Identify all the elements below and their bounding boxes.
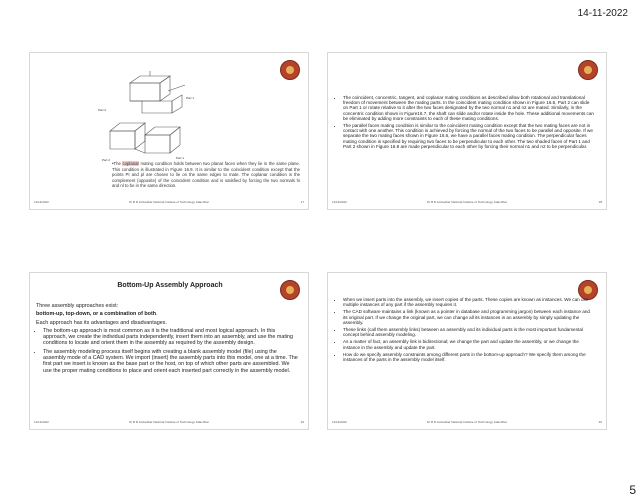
slide-20 [327, 272, 607, 430]
approaches-suffix: . [156, 311, 158, 318]
footer-slide-number: 18 [598, 200, 602, 204]
institute-seal-logo [280, 60, 300, 80]
slide-title: Bottom-Up Assembly Approach [117, 282, 223, 289]
footer-date: 11/14/2022 [332, 200, 347, 204]
footer-date: 11/14/2022 [34, 420, 49, 424]
approaches-line [36, 311, 298, 317]
mating-conditions-text [336, 95, 594, 151]
slide-19 [29, 272, 309, 430]
list-item: • The coincident, concentric, tangent, and coplanar mating conditions as described allow both rotational and translational freedom of movement between the mating parts. In the coincident mating condition shown in Figure 16.6, Part 2 can slide on Part 1 or rotate relative to it after the two faces designated by the two normal n1 and n2 are mated. Similarly, in the concentric condition shown in Figure16.7, the shaft can slide and/or rotate inside the hole. These additional movements can be eliminated by adding more constraints to each of these mating conditions. [343, 95, 594, 121]
instances-text [336, 297, 594, 364]
page-number: 5 [629, 483, 636, 497]
footer-slide-number: 17 [300, 200, 304, 204]
footer-date: 11/14/2022 [34, 200, 49, 204]
caption-prefix: •The [112, 161, 123, 166]
institute-seal-logo [578, 60, 598, 80]
list-item: • These links (call them assembly links) between an assembly and its individual parts is the most important fundamental concept behind assembly modeling. [343, 327, 594, 337]
coplanar-caption [112, 161, 300, 189]
intro-text: Three assembly approaches exist: [36, 303, 119, 309]
approaches-bold: bottom-up, top-down, or a combination of both [36, 311, 157, 318]
svg-text:Part 1: Part 1 [176, 156, 185, 160]
list-item: • The CAD software maintains a link (known as a pointer in database and programming jargon) between each instance and its original part. If we change the original part, we can change all its instances in an assembly by simply updating the assembly. [343, 309, 594, 325]
list-item: • When we insert parts into the assembly, we insert copies of the parts. These copies are known as instances. We can use multiple instances of any part if the assembly requires it. [343, 297, 594, 307]
footer-institute: Dr B R Ambedkar National Institute of Technology Jalandhar [427, 200, 507, 204]
document-date: 14-11-2022 [577, 8, 628, 19]
slide-18 [327, 52, 607, 210]
slide-body [36, 303, 298, 376]
advantages-line: Each approach has its advantages and disadvantages. [36, 319, 167, 326]
slide-footer [332, 200, 602, 206]
footer-slide-number: 19 [300, 420, 304, 424]
svg-text:Part 2: Part 2 [98, 108, 107, 112]
caption-text: mating condition holds between two planar faces when they lie in the same plane. This condition is illustrated in Figure 16.9. It is similar to the coincident condition except that the points PI and pl are chosen to lie on the same edges to mate. The coplanar condition is the complement (opposite) of the coincident condition and is satisfied by forcing the two normals hi and nl to be in the same direction. [112, 161, 300, 189]
slide-17 [29, 52, 309, 210]
svg-text:Part 2: Part 2 [102, 158, 111, 162]
list-item: • The bottom-up approach is most common as it is the traditional and most logical approach. In this approach, we create the individual parts independently, insert them into an assembly, and use the mating conditions to locate and orient them in the assembly as required by the assembly design. [43, 328, 298, 347]
svg-text:Part 1: Part 1 [186, 96, 195, 100]
coplanar-figure [90, 71, 215, 171]
footer-slide-number: 20 [598, 420, 602, 424]
footer-institute: Dr B R Ambedkar National Institute of Technology Jalandhar [427, 420, 507, 424]
slide-footer [34, 200, 304, 206]
footer-date: 11/14/2022 [332, 420, 347, 424]
list-item: • The parallel faces mating condition is similar to the coincident mating condition except that the two mating faces are not in contact with one another. This condition is achieved by forcing the normal of the two faces to be parallel and opposite. If we separate the two mating faces shown in Figure 16.6, we have a parallel faces mating condition. The perpendicular faces mating condition is specified by requiring two faces to be perpendicular to each other. The two shaded faces of Part 1 and Part 2 shown in Figure 16.8 are made perpendicular to each other by forcing their normal n1 and n2 to be perpendicular. [343, 123, 594, 149]
footer-institute: Dr B R Ambedkar National Institute of Technology Jalandhar [129, 420, 209, 424]
list-item: • How do we specify assembly constraints among different parts in the bottom-up approach? We specify them among the instances of the parts in the assembly model itself. [343, 352, 594, 362]
slide-footer [332, 420, 602, 426]
caption-highlight: coplanar [122, 161, 139, 166]
list-item: • The assembly modeling process itself begins with creating a blank assembly model (file) using the assembly mode of a CAD system. We import (insert) the assembly parts into this model, one at a time. The first part we insert is known as the base part or the host, on top of which other parts are assembled. We use the proper mating conditions to place and orient each inserted part correctly in the assembly model. [43, 349, 298, 374]
slide-footer [34, 420, 304, 426]
list-item: • As a matter of fact, an assembly link is bidirectional; we change the part and update the assembly, or we change the instance in the assembly and update the part. [343, 339, 594, 349]
institute-seal-logo [280, 280, 300, 300]
footer-institute: Dr B R Ambedkar National Institute of Technology Jalandhar [129, 200, 209, 204]
